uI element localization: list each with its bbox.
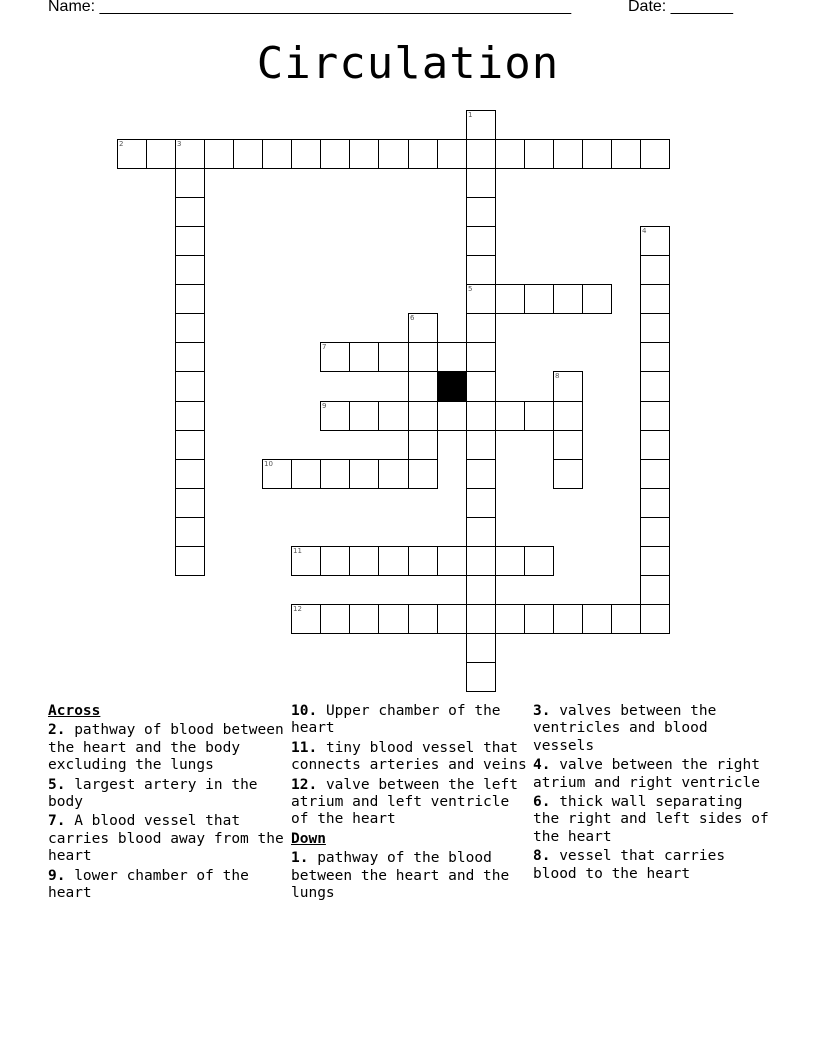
clue-down-3 [533,703,769,755]
clue-number: 9. [48,867,66,884]
grid-cell[interactable] [175,517,205,547]
grid-cell[interactable] [466,226,496,256]
cell-number: 4 [642,227,647,235]
grid-cell[interactable] [204,139,234,169]
grid-cell[interactable] [408,371,438,402]
grid-cell[interactable] [349,139,379,169]
grid-cell[interactable] [640,604,670,634]
grid-cell[interactable] [408,604,438,634]
grid-cell[interactable] [349,459,379,489]
page-title: Circulation [256,38,560,89]
grid-cell[interactable] [175,284,205,314]
clue-text: pathway of blood between the heart and the body excluding the lungs [48,722,284,774]
grid-cell[interactable] [611,604,641,634]
grid-cell[interactable] [349,401,379,431]
clue-down-4 [533,757,769,792]
grid-cell[interactable] [408,313,438,343]
grid-cell[interactable] [320,459,350,489]
clue-down-6 [533,794,769,846]
grid-cell[interactable] [640,342,670,372]
grid-cell[interactable] [175,226,205,256]
grid-cell[interactable] [582,284,612,314]
clue-across-9 [48,868,284,903]
clue-text: vessel that carries blood to the heart [533,848,726,882]
grid-cell[interactable] [175,313,205,343]
grid-cell[interactable] [262,139,292,169]
clue-across-5 [48,777,284,812]
clues-column-1 [48,703,284,904]
grid-cell[interactable] [524,546,554,576]
clue-text: Upper chamber of the heart [291,703,501,737]
clues-column-2 [291,703,527,904]
grid-cell[interactable] [408,401,438,431]
cell-number: 6 [410,314,415,322]
clue-number: 2. [48,722,66,739]
grid-cell[interactable] [378,604,409,634]
grid-cell[interactable] [553,371,583,402]
grid-cell[interactable] [582,604,612,634]
grid-cell[interactable] [233,139,263,169]
grid-cell[interactable] [553,284,583,314]
grid-cell[interactable] [466,488,496,518]
grid-cell[interactable] [640,459,670,489]
cell-number: 1 [468,111,473,119]
clue-text: valves between the ventricles and blood vessels [533,703,717,754]
grid-cell[interactable] [466,546,496,576]
grid-cell[interactable] [175,430,205,460]
clue-across-12 [291,777,527,829]
grid-cell[interactable] [408,546,438,576]
grid-cell[interactable] [466,110,496,140]
grid-cell[interactable] [437,546,467,576]
grid-cell[interactable] [175,401,205,431]
grid-cell[interactable] [640,313,670,343]
cell-number: 10 [264,460,273,468]
grid-cell[interactable] [524,139,554,169]
grid-cell[interactable] [466,633,496,663]
cell-number: 11 [293,547,302,555]
grid-cell[interactable] [320,401,350,431]
grid-cell[interactable] [582,139,612,169]
grid-cell[interactable] [524,604,554,634]
grid-cell[interactable] [320,604,350,634]
down-heading: Down [291,830,326,847]
grid-cell[interactable] [437,401,467,431]
clue-across-7 [48,813,284,865]
grid-cell[interactable] [524,284,554,314]
grid-cell[interactable] [495,546,525,576]
grid-cell[interactable] [378,459,409,489]
grid-cell[interactable] [320,342,350,372]
grid-cell[interactable] [553,430,583,460]
grid-cell[interactable] [378,342,409,372]
grid-cell[interactable] [291,459,321,489]
grid-cell[interactable] [495,401,525,431]
across-heading: Across [48,703,101,719]
grid-cell[interactable] [466,197,496,227]
grid-cell[interactable] [466,604,496,634]
clue-across-11 [291,740,527,775]
grid-cell[interactable] [466,284,496,314]
grid-cell[interactable] [291,604,321,634]
grid-cell[interactable] [495,284,525,314]
grid-cell[interactable] [524,401,554,431]
clue-number: 10. [291,703,318,719]
grid-cell[interactable] [495,604,525,634]
clue-number: 12. [291,776,318,793]
clue-text: A blood vessel that carries blood away from the heart [48,813,284,865]
grid-cell[interactable] [349,604,379,634]
grid-cell[interactable] [175,255,205,285]
grid-cell[interactable] [466,139,496,169]
clue-number: 5. [48,776,66,793]
grid-cell[interactable] [117,139,147,169]
clue-number: 11. [291,739,318,756]
clue-number: 1. [291,850,309,867]
cell-number: 7 [322,343,327,351]
grid-cell[interactable] [553,604,583,634]
clue-number: 3. [533,703,551,719]
grid-cell[interactable] [553,459,583,489]
grid-cell[interactable] [466,575,496,605]
clue-text: pathway of the blood between the heart and the lungs [291,850,510,902]
clue-text: valve between the left atrium and left ventricle of the heart [291,776,518,828]
grid-cell[interactable] [466,459,496,489]
clue-number: 7. [48,813,66,830]
grid-cell[interactable] [466,662,496,692]
grid-cell[interactable] [349,546,379,576]
clue-text: thick wall separating the right and left sides of the heart [533,794,769,845]
grid-cell[interactable] [640,139,670,169]
grid-cell[interactable] [640,401,670,431]
grid-cell[interactable] [262,459,292,489]
grid-cell[interactable] [640,226,670,256]
grid-cell[interactable] [495,139,525,169]
grid-cell[interactable] [640,284,670,314]
grid-cell[interactable] [640,575,670,605]
grid-cell[interactable] [466,517,496,547]
grid-cell[interactable] [175,168,205,198]
clue-text: lower chamber of the heart [48,867,249,902]
grid-cell[interactable] [640,488,670,518]
grid-cell[interactable] [611,139,641,169]
clue-text: largest artery in the body [48,776,258,811]
grid-cell[interactable] [175,459,205,489]
cell-number: 9 [322,402,327,410]
grid-cell[interactable] [291,139,321,169]
grid-cell[interactable] [553,139,583,169]
grid-cell[interactable] [640,371,670,402]
grid-cell[interactable] [408,430,438,460]
grid-cell[interactable] [640,430,670,460]
clue-across-2 [48,722,284,774]
cell-number: 5 [468,285,473,293]
grid-cell[interactable] [378,401,409,431]
grid-cell[interactable] [466,342,496,372]
grid-cell[interactable] [437,139,467,169]
cell-number: 12 [293,605,302,613]
grid-cell[interactable] [466,255,496,285]
clue-down-1 [291,850,527,902]
grid-cell[interactable] [175,488,205,518]
grid-cell[interactable] [320,139,350,169]
grid-cell[interactable] [320,546,350,576]
grid-cell[interactable] [553,401,583,431]
grid-cell[interactable] [408,342,438,372]
grid-cell[interactable] [466,430,496,460]
grid-cell[interactable] [640,255,670,285]
clue-number: 6. [533,794,551,811]
clue-number: 8. [533,848,551,865]
date-field-label[interactable]: Date: _______ [628,0,733,15]
grid-cell[interactable] [378,139,409,169]
clue-down-8 [533,848,769,883]
clues-column-3 [533,703,769,885]
grid-cell[interactable] [466,371,496,402]
clue-across-10 [291,703,527,738]
grid-cell[interactable] [408,139,438,169]
grid-cell[interactable] [146,139,176,169]
cell-number: 3 [177,140,182,148]
grid-cell[interactable] [466,168,496,198]
name-field-label[interactable]: Name: _____________________________________________________ [48,0,572,15]
grid-cell[interactable] [408,459,438,489]
clue-number: 4. [533,757,551,774]
grid-cell[interactable] [349,342,379,372]
clue-text: valve between the right atrium and right ventricle [533,757,760,791]
black-square [437,371,467,401]
grid-cell[interactable] [640,546,670,576]
grid-cell[interactable] [175,139,205,169]
grid-cell[interactable] [175,546,205,576]
grid-cell[interactable] [466,313,496,343]
cell-number: 8 [555,372,560,380]
grid-cell[interactable] [378,546,409,576]
grid-cell[interactable] [175,342,205,372]
grid-cell[interactable] [437,604,467,634]
cell-number: 2 [119,140,124,148]
grid-cell[interactable] [640,517,670,547]
grid-cell[interactable] [291,546,321,576]
grid-cell[interactable] [437,342,467,372]
grid-cell[interactable] [466,401,496,431]
clue-text: tiny blood vessel that connects arteries and veins [291,739,527,774]
grid-cell[interactable] [175,197,205,227]
grid-cell[interactable] [175,371,205,402]
